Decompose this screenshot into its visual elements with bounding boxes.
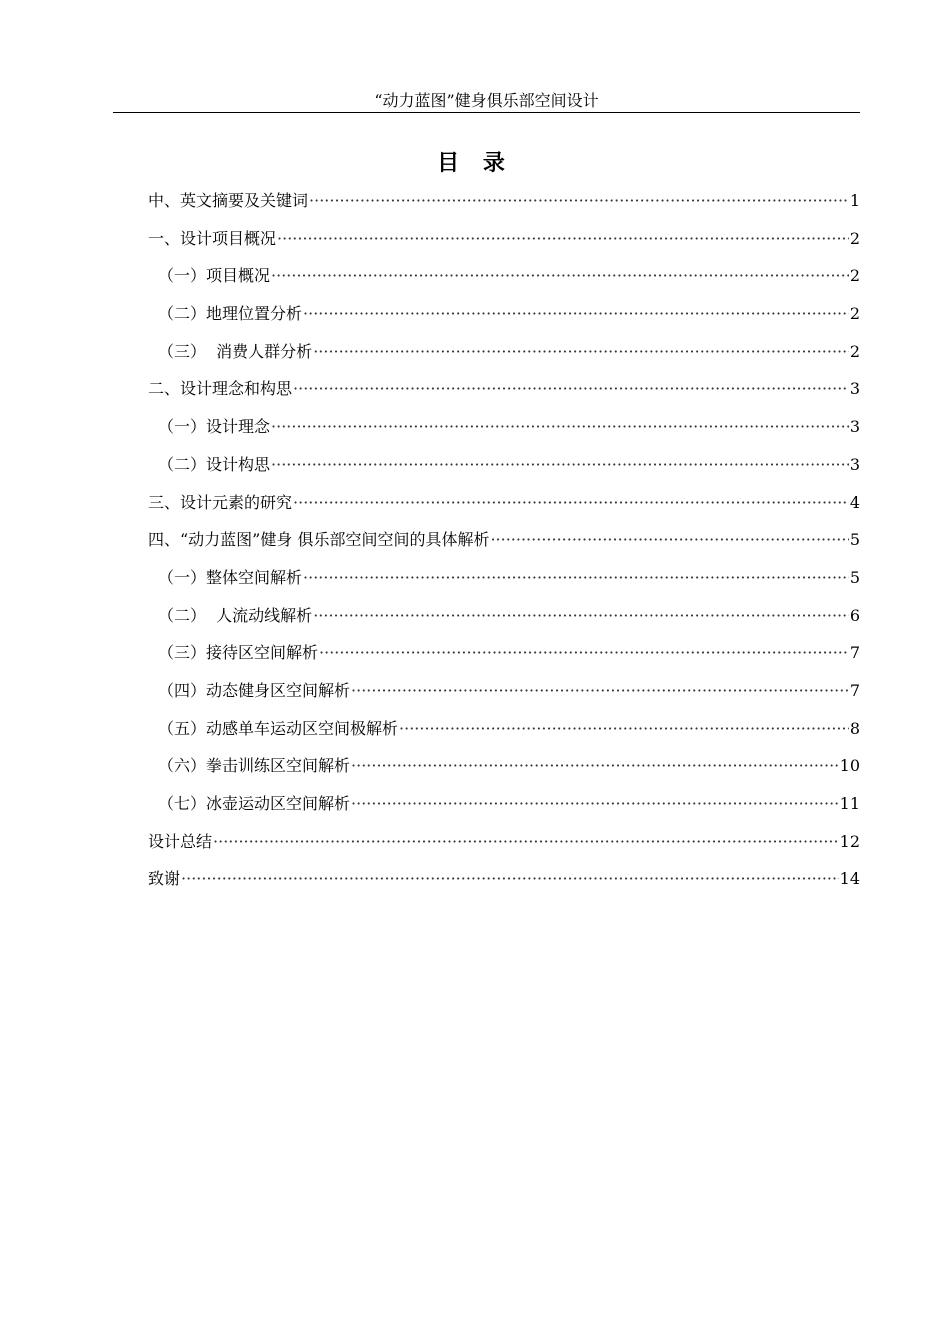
toc-entry-label: （七）冰壶运动区空间解析 xyxy=(158,794,351,813)
toc-entry-page: 2 xyxy=(849,266,860,286)
toc-dot-leader xyxy=(303,565,849,591)
toc-entry-page: 5 xyxy=(849,567,860,587)
toc-entry-section-2-2[interactable] xyxy=(148,452,860,490)
toc-entry-page: 12 xyxy=(839,831,860,851)
running-header xyxy=(113,90,860,113)
toc-entry-label: （六）拳击训练区空间解析 xyxy=(158,756,351,776)
toc-entry-label: （二） 人流动线解析 xyxy=(158,605,313,625)
toc-dot-leader xyxy=(399,716,849,742)
toc-dot-leader xyxy=(490,527,848,553)
toc-entry-label: 一、设计项目概况 xyxy=(148,228,277,248)
toc-dot-leader xyxy=(213,829,839,855)
toc-entry-summary[interactable] xyxy=(148,829,860,867)
toc-entry-page: 3 xyxy=(849,379,860,399)
toc-entry-page: 8 xyxy=(849,718,860,738)
toc-dot-leader xyxy=(303,301,849,327)
toc-dot-leader xyxy=(293,490,849,516)
toc-entry-section-4[interactable] xyxy=(148,527,860,565)
toc-entry-label: （二）地理位置分析 xyxy=(158,304,303,324)
toc-entry-label: （三）接待区空间解析 xyxy=(158,643,319,663)
toc-entry-page: 1 xyxy=(849,191,860,210)
toc-entry-section-1-1[interactable] xyxy=(148,263,860,301)
toc-entry-acknowledgements[interactable] xyxy=(148,866,860,904)
toc-entry-label: 致谢 xyxy=(148,869,181,889)
toc-entry-page: 2 xyxy=(849,341,860,361)
toc-entry-label: （五）动感单车运动区空间极解析 xyxy=(158,718,399,738)
toc-entry-section-4-1[interactable] xyxy=(148,565,860,603)
toc-entry-page: 6 xyxy=(849,605,860,625)
toc-entry-label: 二、设计理念和构思 xyxy=(148,379,293,399)
toc-dot-leader xyxy=(271,452,849,478)
toc-entry-page: 5 xyxy=(849,530,860,550)
toc-entry-section-3[interactable] xyxy=(148,490,860,528)
toc-entry-page: 10 xyxy=(839,756,860,776)
table-of-contents xyxy=(148,188,860,904)
toc-entry-label: 设计总结 xyxy=(148,831,213,851)
toc-entry-page: 14 xyxy=(839,869,860,889)
toc-entry-page: 4 xyxy=(849,492,860,512)
toc-entry-label: （二）设计构思 xyxy=(158,454,271,474)
toc-dot-leader xyxy=(319,640,849,666)
toc-entry-label: （一）项目概况 xyxy=(158,266,271,286)
toc-entry-page: 7 xyxy=(849,680,860,700)
toc-dot-leader xyxy=(351,753,839,779)
toc-entry-label: 三、设计元素的研究 xyxy=(148,492,293,512)
toc-entry-section-4-4[interactable] xyxy=(148,678,860,716)
toc-entry-page: 2 xyxy=(849,228,860,248)
toc-dot-leader xyxy=(277,226,849,252)
toc-entry-section-4-2[interactable] xyxy=(148,603,860,641)
toc-entry-page: 2 xyxy=(849,304,860,324)
toc-dot-leader xyxy=(313,339,849,365)
toc-dot-leader xyxy=(351,678,849,704)
toc-entry-page: 3 xyxy=(849,417,860,437)
toc-entry-section-1[interactable] xyxy=(148,226,860,264)
toc-entry-section-1-3[interactable] xyxy=(148,339,860,377)
toc-dot-leader xyxy=(181,866,839,892)
toc-dot-leader xyxy=(313,603,849,629)
toc-entry-page: 3 xyxy=(849,454,860,474)
toc-dot-leader xyxy=(271,263,849,289)
toc-entry-label: （四）动态健身区空间解析 xyxy=(158,680,351,700)
toc-entry-section-2-1[interactable] xyxy=(148,414,860,452)
toc-entry-label: （一）整体空间解析 xyxy=(158,567,303,587)
toc-dot-leader xyxy=(351,791,839,817)
toc-entry-section-4-7[interactable] xyxy=(148,791,860,829)
toc-dot-leader xyxy=(271,414,849,440)
toc-entry-section-4-3[interactable] xyxy=(148,640,860,678)
toc-entry-label: （一）设计理念 xyxy=(158,417,271,437)
toc-entry-section-4-6[interactable] xyxy=(148,753,860,791)
toc-entry-section-2[interactable] xyxy=(148,376,860,414)
toc-entry-section-4-5[interactable] xyxy=(148,716,860,754)
toc-entry-abstract[interactable] xyxy=(148,188,860,226)
running-header-title: “动力蓝图”健身俱乐部空间设计 xyxy=(374,91,599,110)
toc-entry-label: （三） 消费人群分析 xyxy=(158,341,313,361)
toc-dot-leader xyxy=(293,376,849,402)
toc-entry-label: 四、“动力蓝图”健身 俱乐部空间空间的具体解析 xyxy=(148,530,490,550)
toc-entry-page: 7 xyxy=(849,643,860,663)
toc-entry-label: 中、英文摘要及关键词 xyxy=(148,191,309,210)
toc-dot-leader xyxy=(309,188,849,214)
toc-entry-section-1-2[interactable] xyxy=(148,301,860,339)
toc-entry-page: 11 xyxy=(839,794,860,813)
toc-title: 目 录 xyxy=(437,150,513,176)
